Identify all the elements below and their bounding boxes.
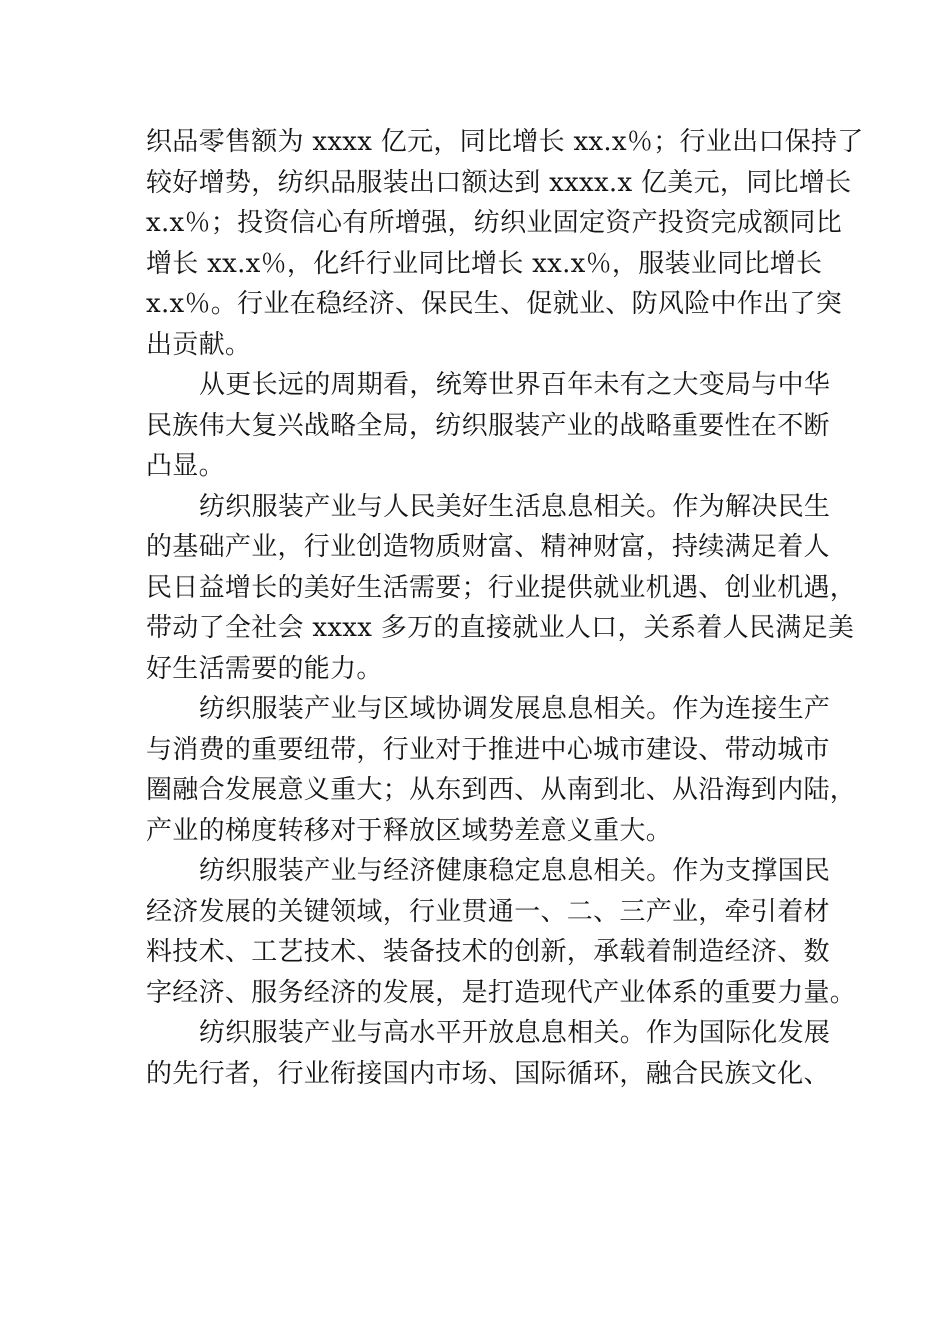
paragraph-first-line: 从更长远的周期看，统筹世界百年未有之大变局与中华 [199,370,831,400]
text-line: x.x％；投资信心有所增强，纺织业固定资产投资完成额同比 [146,208,842,238]
text-line: 经济发展的关键领域，行业贯通一、二、三产业，牵引着材 [146,896,830,927]
text-line: 产业的梯度转移对于释放区域势差意义重大。 [146,815,673,846]
paragraph-first-line: 纺织服装产业与人民美好生活息息相关。作为解决民生 [199,491,831,522]
paragraph-first-line: 纺织服装产业与高水平开放息息相关。作为国际化发展 [199,1018,831,1048]
body-text [146,122,864,1094]
text-line: 料技术、工艺技术、装备技术的创新，承载着制造经济、数 [146,937,830,967]
text-line: x.x％。行业在稳经济、保民生、促就业、防风险中作出了突 [146,289,842,319]
text-line: 增长 xx.x％，化纤行业同比增长 xx.x％，服装业同比增长 [146,248,823,279]
text-line: 圈融合发展意义重大；从东到西、从南到北、从沿海到内陆， [146,775,857,805]
text-line: 民族伟大复兴战略全局，纺织服装产业的战略重要性在不断 [146,410,830,441]
text-line: 民日益增长的美好生活需要；行业提供就业机遇、创业机遇， [146,572,857,603]
paragraph-first-line: 纺织服装产业与经济健康稳定息息相关。作为支撑国民 [199,856,831,886]
text-line: 凸显。 [146,451,225,481]
paragraph-first-line: 纺织服装产业与区域协调发展息息相关。作为连接生产 [199,694,831,724]
text-line: 较好增势，纺织品服装出口额达到 xxxx.x 亿美元，同比增长 [146,167,852,198]
text-line: 字经济、服务经济的发展，是打造现代产业体系的重要力量。 [146,977,857,1008]
text-line: 好生活需要的能力。 [146,653,383,684]
text-line: 织品零售额为 xxxx 亿元，同比增长 xx.x％；行业出口保持了 [146,127,864,157]
text-line: 出贡献。 [146,329,252,360]
text-line: 的基础产业，行业创造物质财富、精神财富，持续满足着人 [146,532,830,562]
text-line: 带动了全社会 xxxx 多万的直接就业人口，关系着人民满足美 [146,613,855,643]
text-line: 与消费的重要纽带，行业对于推进中心城市建设、带动城市 [146,734,830,765]
text-line: 的先行者，行业衔接国内市场、国际循环，融合民族文化、 [146,1058,830,1089]
